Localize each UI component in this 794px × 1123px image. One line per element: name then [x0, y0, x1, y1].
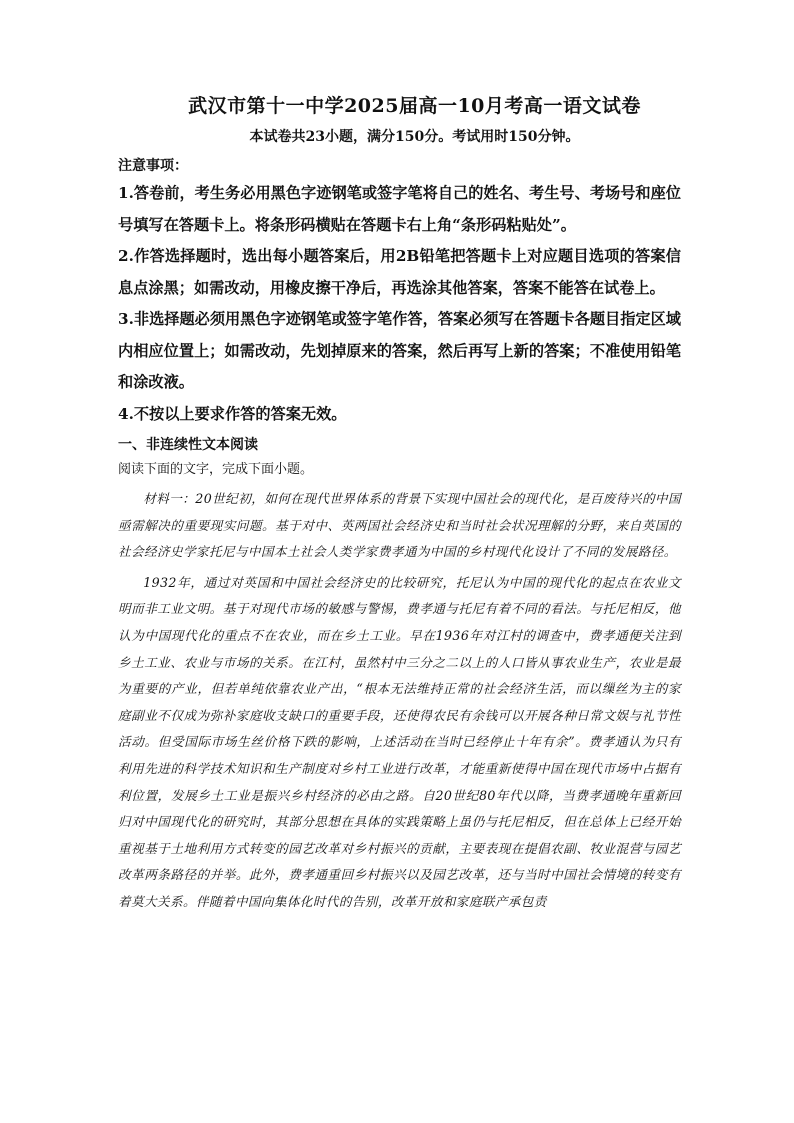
- reading-instruction: 阅读下面的文字，完成下面小题。: [118, 462, 314, 477]
- section-heading: 一、非连续性文本阅读: [118, 437, 258, 453]
- notice-heading: 注意事项：: [118, 158, 188, 174]
- notice-item: 4.不按以上要求作答的答案无效。: [118, 404, 347, 423]
- material-paragraph: 材料一：20世纪初，如何在现代世界体系的背景下实现中国社会的现代化，是百废待兴的中国亟需解决的重要现实问题。基于对中、英两国社会经济史和当时社会状况理解的分野，来自英国的社会经济史学家托尼与中国本土社会人类学家费孝通为中国的乡村现代化设计了不同的发展路径。: [118, 491, 681, 560]
- notice-item: 1.答卷前，考生务必用黑色字迹钢笔或签字笔将自己的姓名、考生号、考场号和座位号填写在答题卡上。将条形码横贴在答题卡右上角“条形码粘贴处”。: [118, 184, 681, 234]
- exam-title: 武汉市第十一中学2025届高一10月考高一语文试卷: [188, 95, 641, 117]
- material-paragraph: 1932年，通过对英国和中国社会经济史的比较研究，托尼认为中国的现代化的起点在农业文明而非工业文明。基于对现代市场的敏感与警惕，费孝通与托尼有着不同的看法。与托尼相反，他认为中国现代化的重点不在农业，而在乡土工业。早在1936年对江村的调查中，费孝通便关注到乡土工业、农业与市场的关系。在江村，虽然村中三分之二以上的人口皆从事农业生产，农业是最为重要的产业，但若单纯依靠农业产出，“根本无法维持正常的社会经济生活，而以缫丝为主的家庭副业不仅成为弥补家庭收支缺口的重要手段，还使得农民有余钱可以开展各种日常文娱与礼节性活动。但受国际市场生丝价格下跌的影响，上述活动在当时已经停止十年有余”。费孝通认为只有利用先进的科学技术知识和生产制度对乡村工业进行改革，才能重新使得中国在现代市场中占据有利位置，发展乡土工业是振兴乡村经济的必由之路。自20世纪80年代以降，当费孝通晚年重新回归对中国现代化的研究时，其部分思想在具体的实践策略上虽仍与托尼相反，但在总体上已经开始重视基于土地利用方式转变的园艺改革对乡村振兴的贡献，主要表现在提倡农副、牧业混营与园艺改革两条路径的并举。此外，费孝通重回乡村振兴以及园艺改革，还与当时中国社会情境的转变有着莫大关系。伴随着中国向集体化时代的告别，改革开放和家庭联产承包责: [118, 574, 681, 909]
- notice-item: 3.非选择题必须用黑色字迹钢笔或签字笔作答，答案必须写在答题卡各题目指定区域内相应位置上；如需改动，先划掉原来的答案，然后再写上新的答案；不准使用铅笔和涂改液。: [118, 310, 681, 391]
- exam-subtitle: 本试卷共23小题，满分150分。考试用时150分钟。: [249, 129, 580, 145]
- notice-item: 2.作答选择题时，选出每小题答案后，用2B铅笔把答题卡上对应题目选项的答案信息点涂黑；如需改动，用橡皮擦干净后，再选涂其他答案，答案不能答在试卷上。: [118, 247, 681, 297]
